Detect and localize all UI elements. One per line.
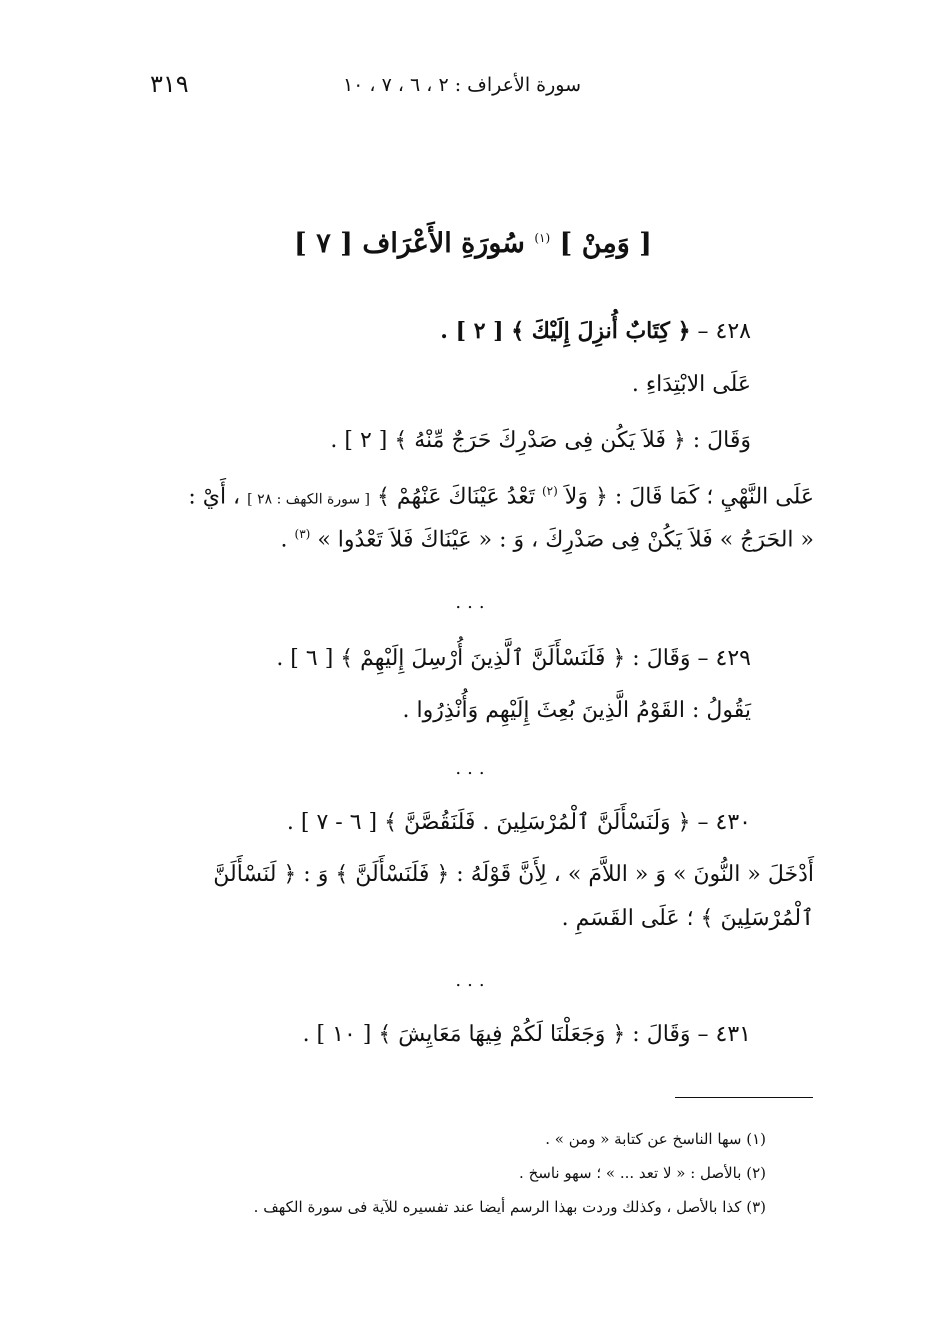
citation: [ سورة الكهف : ٢٨ ] (247, 491, 371, 508)
footnote-text: كذا بالأصل ، وكذلك وردت بهذا الرسم أيضا عند تفسيره للآية فى سورة الكهف . (253, 1198, 742, 1216)
running-header: سورة الأعراف : ٢ ، ٦ ، ٧ ، ١٠ (342, 74, 581, 96)
section-separator: ... (455, 970, 491, 991)
footnote-ref: (٣) (294, 527, 311, 541)
text-segment: عَلَى النَّهْيِ ؛ كَمَا قَالَ : ﴿ وَلاَ (564, 484, 814, 510)
verse-text: وَقَالَ : ﴿ فَلَنَسْأَلَنَّ ٱلَّذِينَ أُرْسِلَ إِلَيْهِمْ ﴾ [ ٦ ] . (276, 646, 691, 671)
section-separator: ... (455, 592, 491, 613)
entry-dash: – (697, 319, 709, 344)
entry-428-line-1 (440, 318, 751, 344)
entry-431-line-1 (303, 1022, 751, 1047)
verse-text: ﴿ كِتَابٌ أُنزِلَ إِلَيْكَ ﴾ [ ٢ ] . (440, 318, 691, 344)
entry-number: ٤٣٠ (715, 810, 751, 835)
footnote-ref: (٢) (541, 484, 558, 498)
heading-footnote-ref: (١) (534, 231, 551, 245)
footnote-3 (254, 1198, 766, 1216)
footnote-text: سها الناسخ عن كتابة « ومن » . (545, 1130, 742, 1148)
entry-dash: – (697, 810, 709, 835)
entry-429-line-2: يَقُولُ : القَوْمُ الَّذِينَ بُعِثَ إِلَيْهِم وَأُنْذِرُوا . (402, 698, 751, 723)
footnote-number: (٢) (746, 1164, 766, 1182)
entry-428-line-3: وَقَالَ : ﴿ فَلاَ يَكُن فِى صَدْرِكَ حَرَجٌ مِّنْهُ ﴾ [ ٢ ] . (330, 428, 751, 453)
verse-text: ﴿ وَلَنَسْأَلَنَّ ٱلْمُرْسَلِينَ . فَلَنَقُصَّنَّ ﴾ [ ٦ - ٧ ] . (286, 810, 691, 835)
entry-430-line-3: ٱلْمُرْسَلِينَ ﴾ ؛ عَلَى القَسَمِ . (561, 906, 814, 931)
section-separator: ... (455, 758, 491, 779)
entry-428-line-4 (188, 484, 814, 509)
entry-428-line-2: عَلَى الابْتِدَاءِ . (631, 372, 751, 397)
footnote-divider (675, 1097, 813, 1098)
verse-text: وَقَالَ : ﴿ وَجَعَلْنَا لَكُمْ فِيهَا مَعَايِشَ ﴾ [ ١٠ ] . (302, 1022, 691, 1047)
heading-prefix: [ وَمِنْ ] (559, 228, 652, 259)
surah-heading (0, 228, 946, 259)
surah-name: سُورَةِ الأَعْرَاف (362, 228, 525, 259)
entry-430-line-1 (287, 810, 751, 835)
text-segment: تَعْدُ عَيْنَاكَ عَنْهُمْ ﴾ (377, 484, 535, 510)
text-segment: . (280, 527, 288, 553)
entry-dash: – (697, 1022, 709, 1047)
entry-430-line-2: أَدْخَلَ « النُّونَ » وَ « اللاَّمَ » ، لِأَنَّ قَوْلَهُ : ﴿ فَلَنَسْأَلَنَّ ﴾ وَ : ﴿ لَنَسْأَلَنَّ (213, 862, 814, 887)
entry-429-line-1 (276, 646, 751, 671)
footnote-number: (١) (746, 1130, 766, 1148)
entry-428-line-5 (281, 527, 814, 552)
footnote-1 (545, 1130, 766, 1148)
page-number: ٣١٩ (150, 70, 189, 98)
surah-number: [ ٧ ] (294, 228, 353, 259)
footnote-number: (٣) (746, 1198, 766, 1216)
entry-dash: – (697, 646, 709, 671)
entry-number: ٤٣١ (715, 1022, 751, 1047)
footnote-text: بالأصل : « لا تعد ... » ؛ سهو ناسخ . (519, 1164, 742, 1182)
text-segment: ، أَيْ : (188, 484, 241, 510)
text-segment: « الحَرَجُ » فَلاَ يَكُنْ فِى صَدْرِكَ ، وَ : « عَيْنَاكَ فَلاَ تَعْدُوا » (317, 527, 814, 553)
entry-number: ٤٢٨ (715, 319, 751, 344)
footnote-2 (519, 1164, 766, 1182)
entry-number: ٤٢٩ (715, 646, 751, 671)
